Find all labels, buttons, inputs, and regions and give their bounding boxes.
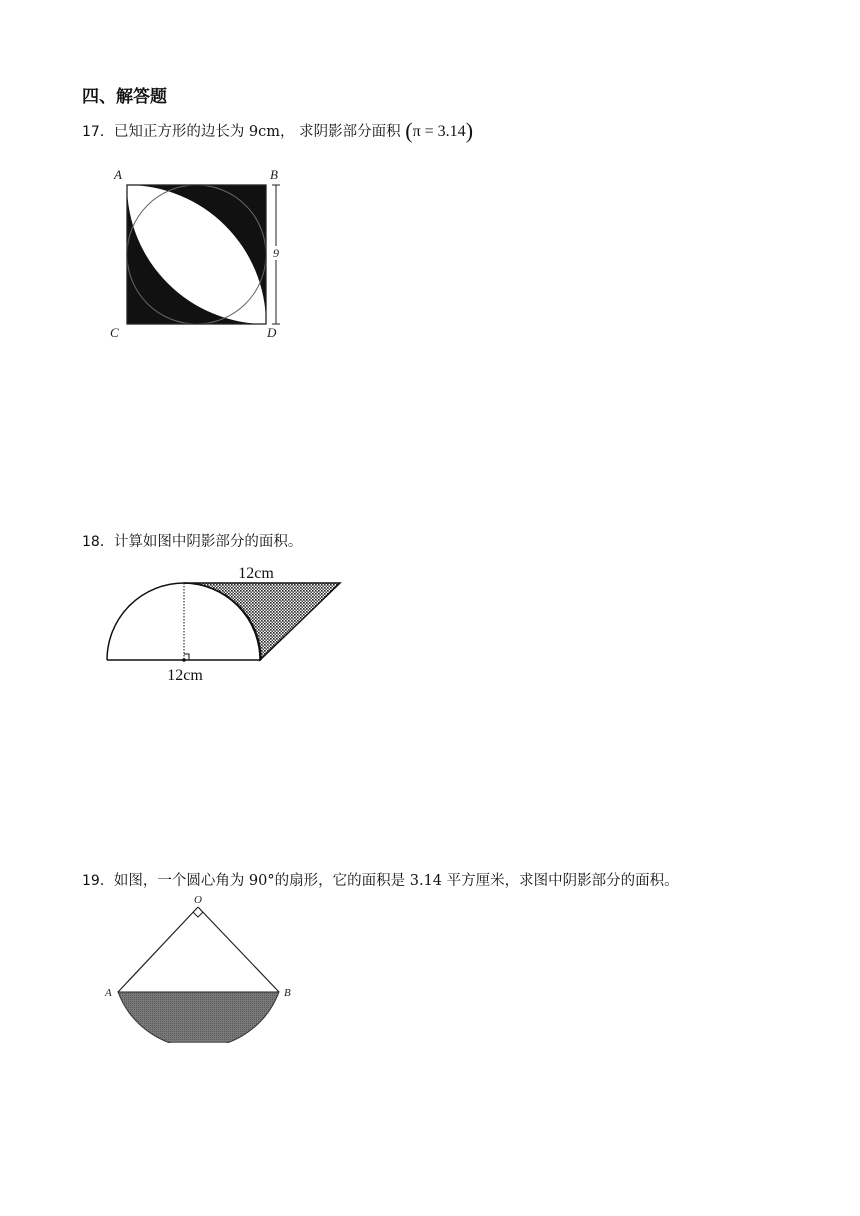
figure-18-semicircle-trapezoid <box>90 560 350 690</box>
vertex-label-a: A <box>114 167 122 182</box>
shaded-region <box>184 583 340 660</box>
section-title: 四、解答题 <box>82 87 167 107</box>
radius-oa <box>118 907 198 992</box>
side-length-label: 9 <box>273 246 279 260</box>
question-number: 18． <box>82 534 114 550</box>
vertex-label-o: O <box>194 894 202 906</box>
question-18 <box>82 530 302 551</box>
question-17 <box>82 118 473 144</box>
vertex-label-d: D <box>267 325 277 340</box>
pi-note: (π = 3.14) <box>405 118 474 143</box>
question-text: 已知正方形的边长为 9cm， 求阴影部分面积 <box>113 124 401 140</box>
vertex-label-b: B <box>284 987 291 999</box>
vertex-label-a: A <box>105 987 112 999</box>
figure-19-sector <box>100 893 320 1043</box>
bottom-length-label: 12cm <box>167 667 203 684</box>
question-19 <box>82 869 679 890</box>
figure-17-square-leaves <box>100 160 300 340</box>
question-number: 17． <box>82 124 114 140</box>
right-angle-mark <box>193 912 203 917</box>
radius-ob <box>198 907 279 992</box>
question-number: 19． <box>82 873 114 889</box>
vertex-label-b: B <box>270 167 278 182</box>
top-length-label: 12cm <box>238 565 274 582</box>
center-point <box>182 658 186 662</box>
vertex-label-c: C <box>110 325 119 340</box>
question-text: 计算如图中阴影部分的面积。 <box>113 534 303 550</box>
question-text: 如图，一个圆心角为 90°的扇形，它的面积是 3.14 平方厘米，求图中阴影部分的面积。 <box>113 873 679 889</box>
shaded-segment <box>118 992 279 1043</box>
